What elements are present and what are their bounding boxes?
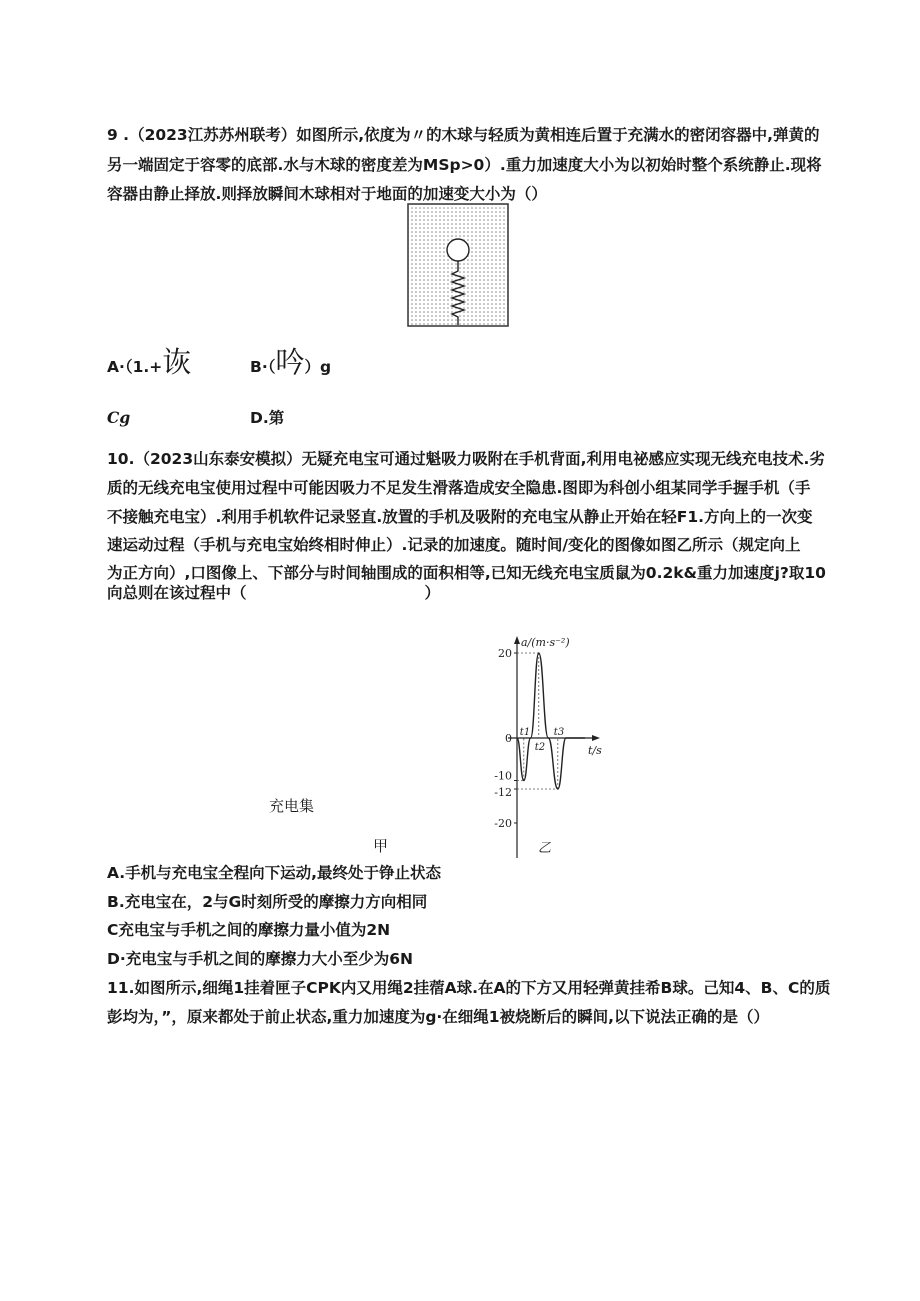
q9-option-b [250, 340, 331, 381]
q9-option-c: Cg [107, 408, 131, 427]
q9-line1: 9 .（2023江苏苏州联考）如图所示,依度为〃的木球与轻质为黄相连后置于充满水的密闭容器中,弹黄的 [107, 126, 820, 144]
q11-line2: 彭均为，”，原来都处于前止状态,重力加速度为g·在细绳1被烧断后的瞬间,以下说法正确的是（） [107, 1008, 769, 1026]
y-tick-label: -12 [494, 786, 512, 799]
q9-option-a [107, 340, 191, 381]
fig-jia-label: 甲 [373, 837, 389, 855]
q10-option-d: D·充电宝与手机之间的摩擦力大小至少为6N [107, 950, 414, 968]
q11-line1: 11.如图所示,细绳1挂着匣子CPK内又用绳2挂蓿A球.在A的下方又用轻弹黄挂希B球。己知4、B、C的质 [107, 979, 831, 997]
q9-line3: 容器由静止择放.则择放瞬间木球相对于地面的加速变大小为（） [107, 185, 547, 203]
q9-option-b-glyph: 吟 [275, 345, 305, 379]
fig-yi-label: 乙 [538, 841, 552, 856]
q10-line2: 质的无线充电宝使用过程中可能因吸力不足发生滑落造成安全隐患.图即为科创小组某同学手握手机（手 [107, 479, 811, 497]
acceleration-time-graph [476, 632, 626, 862]
q9-option-a-glyph: 诙 [162, 345, 192, 379]
y-tick-label: 20 [498, 647, 512, 660]
q10-option-a: A.手机与充电宝全程向下运动,最终处于铮止状态 [107, 864, 442, 882]
q10-line6-start: 向总则在该过程中（ [107, 584, 247, 602]
q9-option-d: D.第 [250, 409, 285, 427]
y-axis-label: a/(m·s⁻²) [521, 636, 570, 649]
y-tick-label: -10 [494, 769, 512, 783]
q10-line3: 不接触充电宝）.利用手机软件记录竖直.放置的手机及吸附的充电宝从静止开始在轻F1.方向上的一次变 [107, 508, 813, 526]
q10-line6 [107, 583, 440, 603]
time-label: t3 [553, 727, 565, 738]
q9-option-b-prefix: B·（ [250, 358, 276, 376]
q10-line5: 为正方向）,口图像上、下部分与时间轴围成的面积相等,已知无线充电宝质鼠为0.2k&重力加速度j?取10 [107, 564, 826, 582]
y-tick-label: -20 [494, 817, 512, 830]
time-label: t1 [519, 727, 531, 738]
q10-line6-end: ） [424, 584, 441, 602]
q9-option-a-prefix: A·（1.+ [107, 358, 163, 376]
wooden-ball [447, 239, 469, 261]
time-label: t2 [534, 742, 546, 753]
y-tick-label: 0 [505, 732, 512, 745]
q10-line4: 速运动过程（手机与充电宝始终相时伸止）.记录的加速度。随时间/变化的图像如图乙所示（规定向上 [107, 536, 801, 554]
y-axis-arrow [514, 636, 520, 644]
sealed-container-figure [407, 203, 509, 327]
fig-charger-label: 充电集 [269, 797, 315, 815]
q10-option-c: C充电宝与手机之间的摩擦力量小值为2N [107, 921, 391, 939]
x-axis-arrow [592, 735, 600, 741]
q10-option-b: B.充电宝在，2与G时刻所受的摩擦力方向相同 [107, 893, 428, 911]
acceleration-curve [517, 653, 585, 789]
q9-line2: 另一端固定于容零的底部.水与木球的密度差为MSp>0）.重力加速度大小为以初始时整个系统静止.现将 [107, 156, 822, 174]
q9-option-b-suffix: ）g [304, 358, 332, 376]
q10-line1: 10.（2023山东泰安模拟）无疑充电宝可通过魁吸力吸附在手机背面,利用电祕感应实现无线充电技术.劣 [107, 450, 825, 468]
x-axis-label: t/s [588, 744, 602, 757]
